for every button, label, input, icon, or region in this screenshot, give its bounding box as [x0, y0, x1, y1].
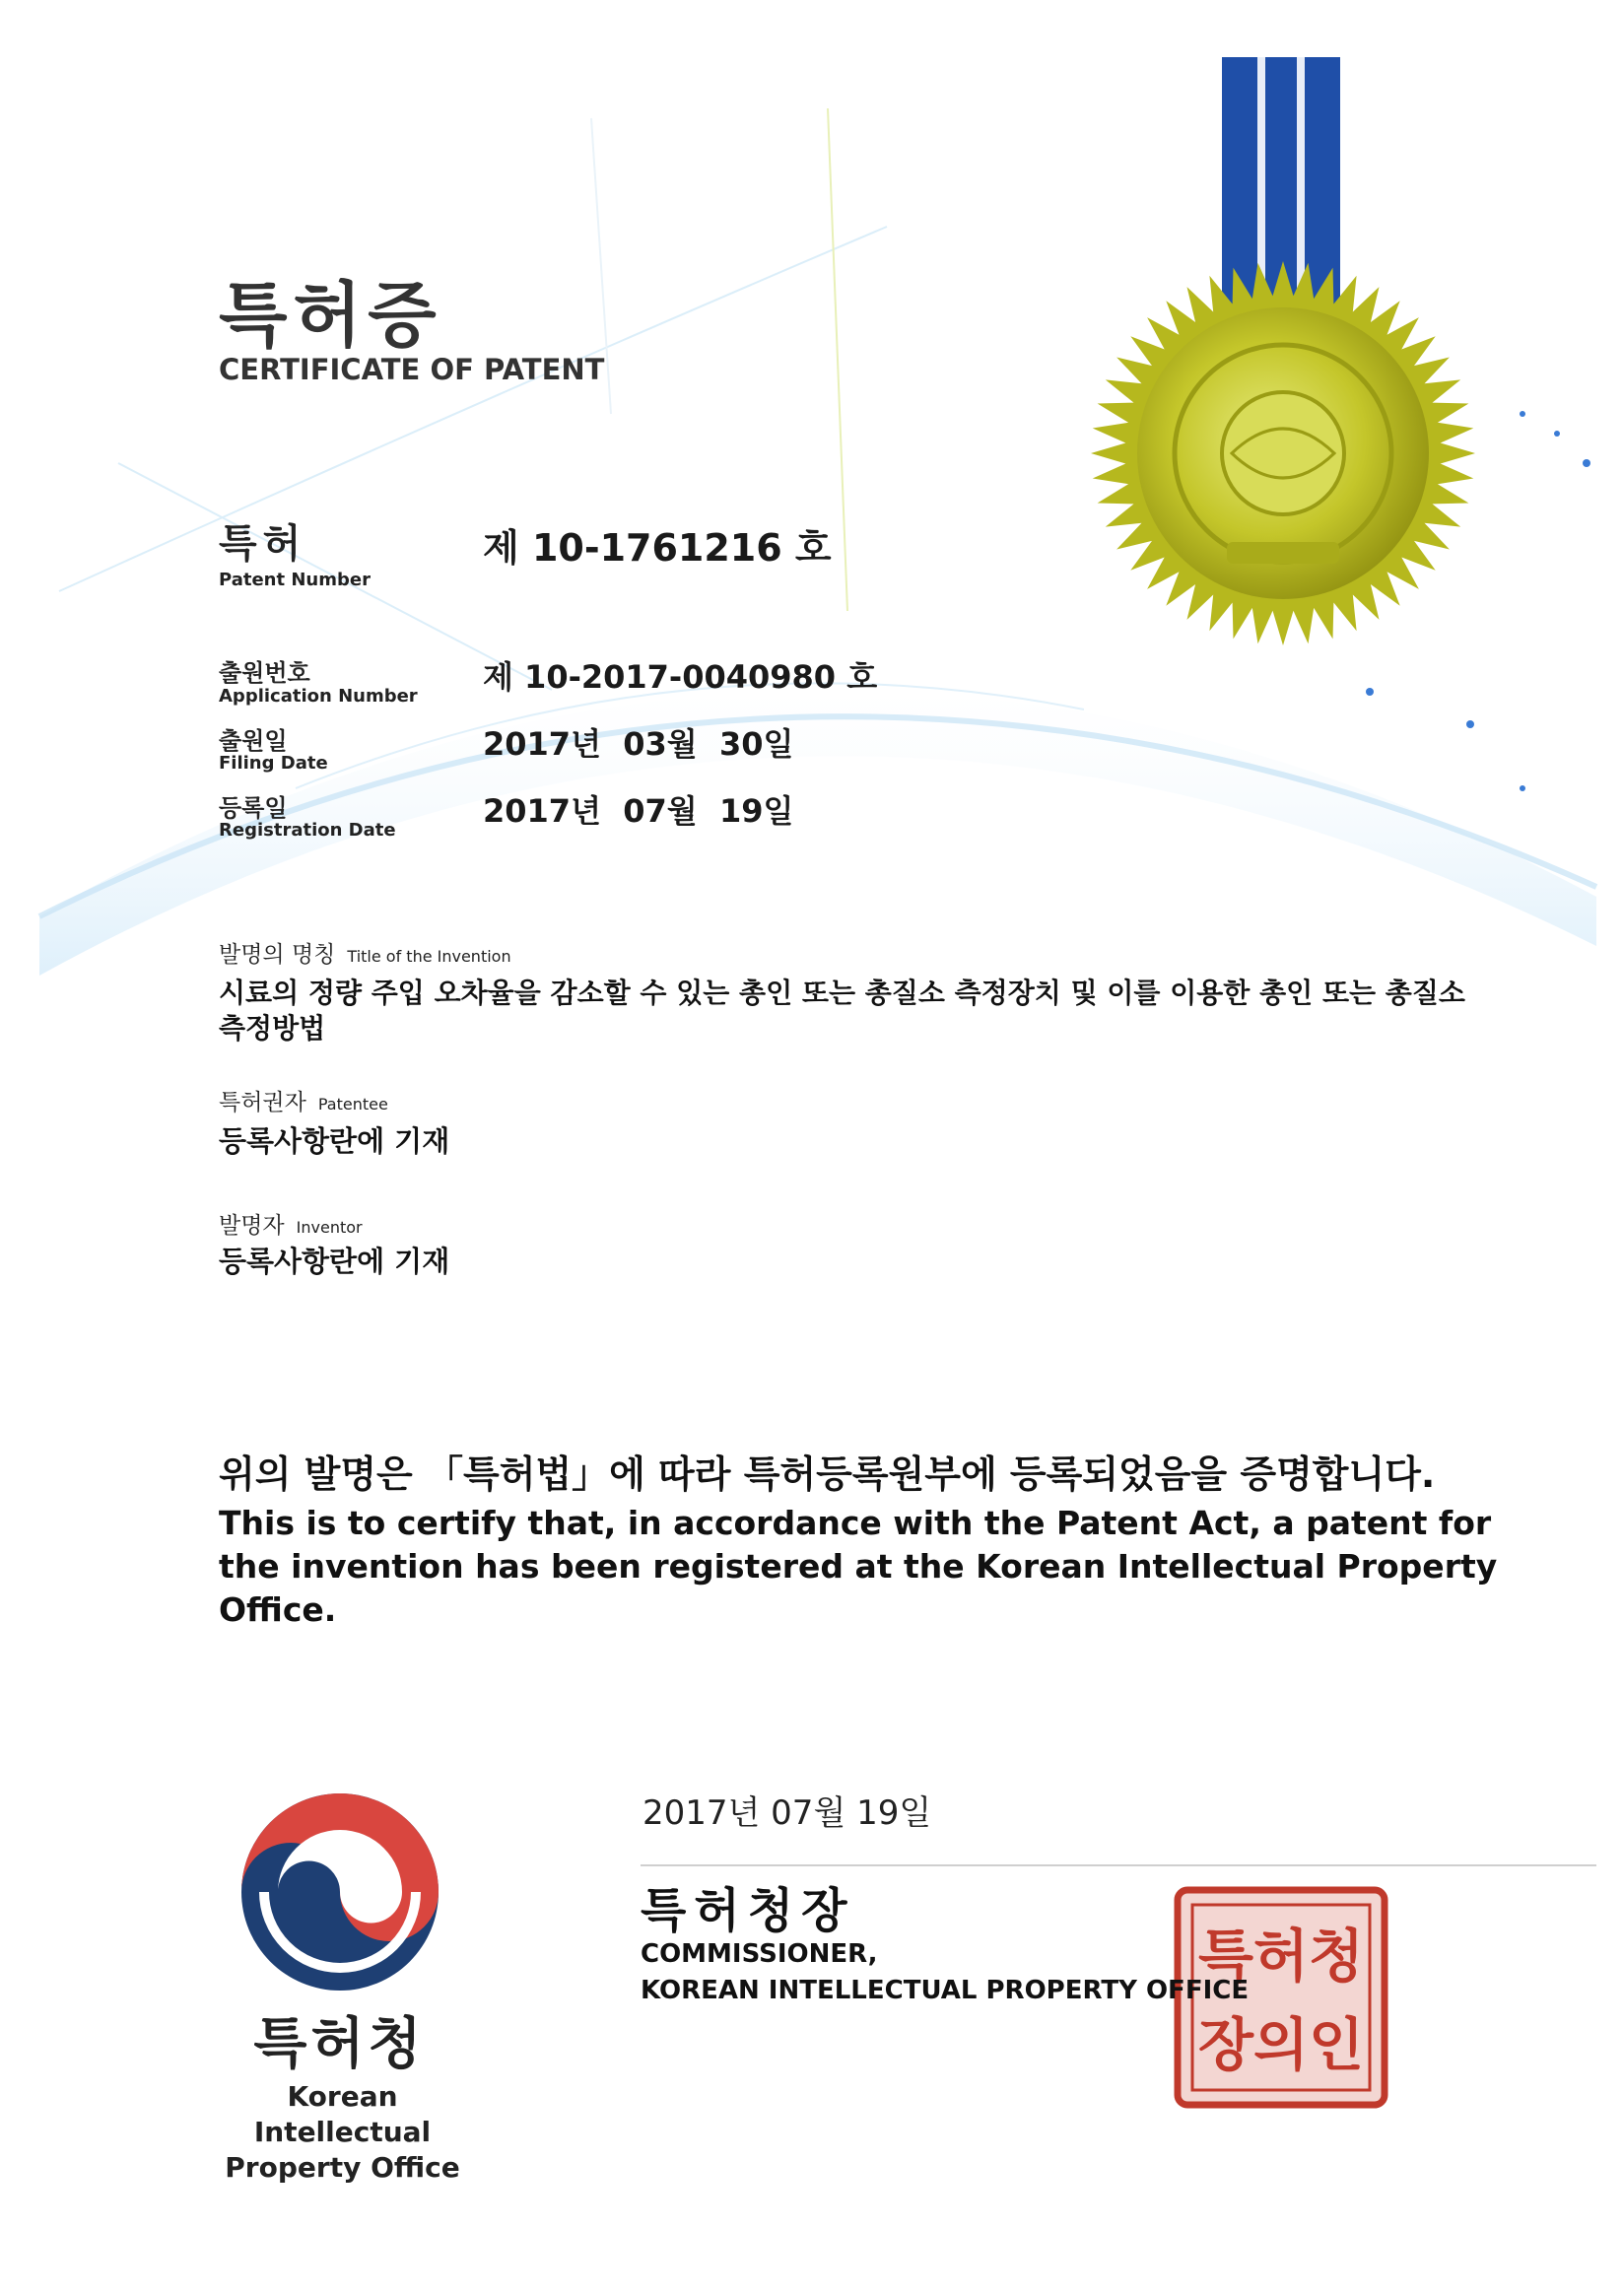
inventor-label-en: Inventor: [296, 1218, 363, 1237]
application-label-ko: 출원번호: [219, 659, 310, 687]
commissioner-title-en: COMMISSIONER,: [641, 1939, 878, 1969]
patent-number-value: 제 10-1761216 호: [483, 526, 832, 570]
kipo-name-en-line1: Korean Intellectual: [253, 2080, 432, 2148]
kipo-logo-icon: [241, 1793, 439, 1991]
filing-label-ko: 출원일: [219, 727, 288, 755]
kipo-name-en-line2: Property Office: [225, 2151, 460, 2184]
kipo-name-ko: 특허청: [253, 2012, 426, 2076]
invention-label-en: Title of the Invention: [347, 947, 511, 966]
patentee-label-ko: 특허권자: [219, 1090, 306, 1115]
registration-label-en: Registration Date: [219, 820, 396, 841]
filing-label-en: Filing Date: [219, 753, 328, 774]
registration-label-ko: 등록일: [219, 794, 288, 822]
patent-label-ko: 특허: [219, 521, 307, 567]
invention-label-ko: 발명의 명칭: [219, 942, 336, 968]
filing-date-value: 2017년 03월 30일: [483, 725, 794, 763]
inventor-label-ko: 발명자: [219, 1213, 285, 1239]
application-number-value: 제 10-2017-0040980 호: [483, 658, 878, 696]
certificate-title-en: CERTIFICATE OF PATENT: [219, 353, 605, 386]
invention-label: [219, 936, 511, 969]
certification-text-en: This is to certify that, in accordance with the Patent Act, a patent for the invention has been registered at the Korean Intellectual Property Office.: [219, 1504, 1498, 1629]
seal-text-bottom: 장의인: [1197, 2011, 1365, 2078]
invention-title-line1: 시료의 정량 주입 오차율을 감소할 수 있는 총인 또는 총질소 측정장치 및 이를 이용한 총인 또는 총질소: [219, 977, 1465, 1009]
patentee-label-en: Patentee: [317, 1095, 388, 1114]
invention-title: [219, 976, 1559, 1047]
commissioner-title-ko: 특허청장: [641, 1883, 855, 1938]
certificate-title-ko: 특허증: [219, 274, 442, 357]
patentee-value: 등록사항란에 기재: [219, 1124, 450, 1158]
invention-title-line2: 측정방법: [219, 1012, 326, 1045]
kipo-name-en: [202, 2079, 483, 2186]
gold-medal-icon: [1091, 261, 1475, 645]
application-label-en: Application Number: [219, 686, 418, 707]
office-name-en: KOREAN INTELLECTUAL PROPERTY OFFICE: [641, 1976, 1250, 2005]
patentee-label: [219, 1084, 388, 1116]
inventor-label: [219, 1207, 363, 1240]
patent-label-en: Patent Number: [219, 570, 371, 590]
certification-text-ko: 위의 발명은 「특허법」에 따라 특허등록원부에 등록되었음을 증명합니다.: [219, 1452, 1436, 1496]
registration-date-value: 2017년 07월 19일: [483, 792, 794, 830]
seal-text-top: 특허청: [1197, 1923, 1365, 1990]
inventor-value: 등록사항란에 기재: [219, 1245, 450, 1278]
issue-date: 2017년 07월 19일: [642, 1793, 932, 1833]
